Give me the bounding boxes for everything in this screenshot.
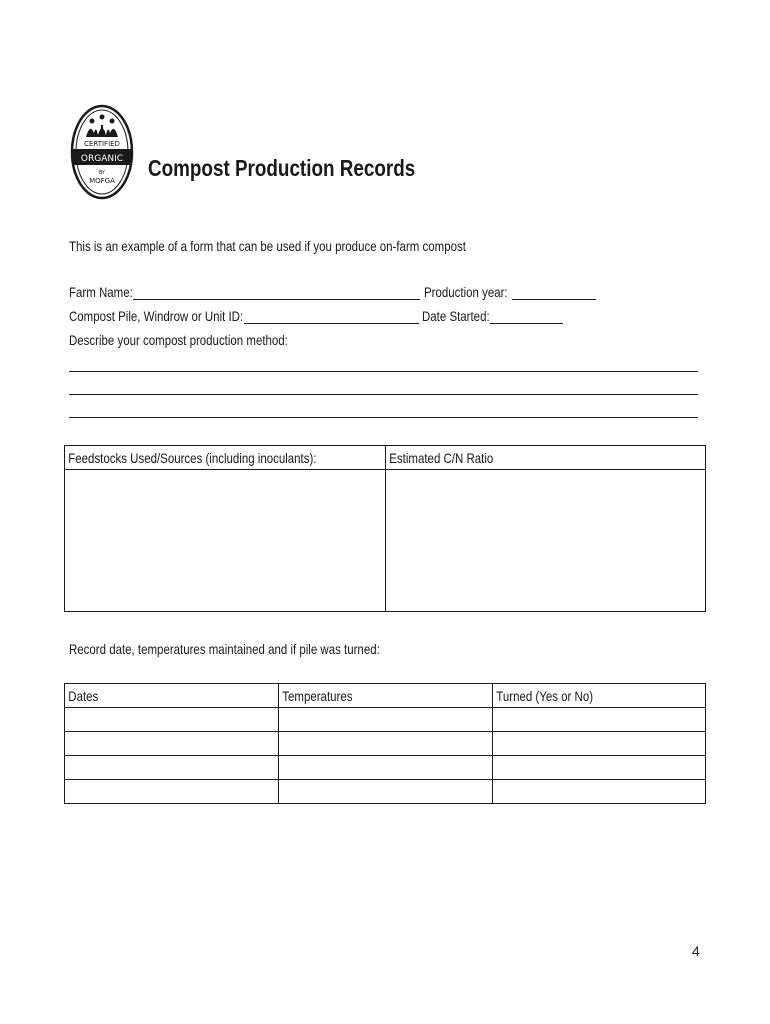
dates-header: Dates [65,684,279,708]
production-year-field[interactable] [512,299,596,300]
method-line-1[interactable] [69,371,698,372]
feedstock-header: Feedstocks Used/Sources (including inoculants): [65,446,386,470]
dates-cell[interactable] [65,708,279,732]
temperature-table [64,683,706,804]
dates-cell[interactable] [65,756,279,780]
logo-mofga-text: MOFGA [89,177,115,185]
production-year-label: Production year: [424,284,508,300]
turned-header: Turned (Yes or No) [493,684,706,708]
table-row [65,780,706,804]
dates-cell[interactable] [65,780,279,804]
dates-cell[interactable] [65,732,279,756]
method-line-2[interactable] [69,394,698,395]
logo-organic-text: ORGANIC [80,154,124,164]
temperatures-cell[interactable] [279,732,493,756]
certified-organic-logo [70,103,134,201]
cn-ratio-cell[interactable] [386,470,706,612]
unit-id-field[interactable] [244,323,419,324]
method-label: Describe your compost production method: [69,332,288,348]
date-started-label: Date Started: [422,308,490,324]
date-started-field[interactable] [490,323,563,324]
temperatures-header: Temperatures [279,684,493,708]
method-line-3[interactable] [69,417,698,418]
turned-cell[interactable] [493,756,706,780]
table-row [65,708,706,732]
feedstock-cell[interactable] [65,470,386,612]
page-number: 4 [692,943,700,959]
unit-id-label: Compost Pile, Windrow or Unit ID: [69,308,244,324]
temperatures-cell[interactable] [279,708,493,732]
turned-cell[interactable] [493,780,706,804]
cn-ratio-header: Estimated C/N Ratio [386,446,706,470]
temperatures-cell[interactable] [279,780,493,804]
temperatures-cell[interactable] [279,756,493,780]
table-row [65,756,706,780]
logo-by-text: BY [98,170,106,176]
temp-section-label: Record date, temperatures maintained and if pile was turned: [69,641,380,657]
farm-name-label: Farm Name: [69,284,133,300]
logo-certified-text: CERTIFIED [84,140,120,148]
farm-name-field[interactable] [133,299,420,300]
page-title: Compost Production Records [148,155,416,181]
feedstock-table [64,445,706,612]
table-row [65,732,706,756]
turned-cell[interactable] [493,708,706,732]
intro-text: This is an example of a form that can be used if you produce on-farm compost [69,238,466,254]
turned-cell[interactable] [493,732,706,756]
